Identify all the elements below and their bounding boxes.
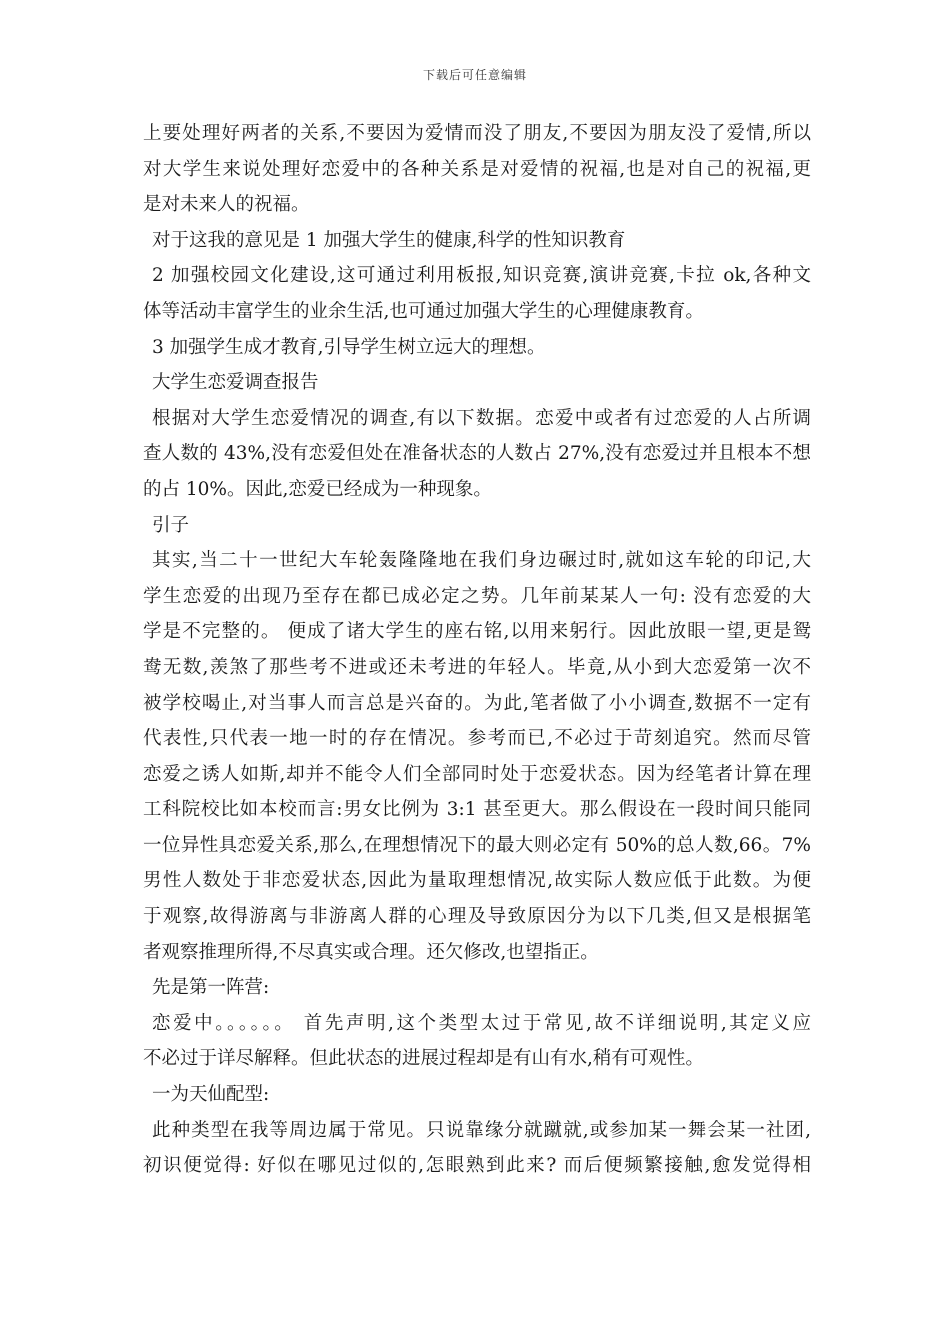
text-line: 鸯无数,羡煞了那些考不进或还未考进的年轻人。毕竟,从小到大恋爱第一次不: [143, 656, 811, 678]
text-line: 此种类型在我等周边属于常见。只说靠缘分就蹴就,或参加某一舞会某一社团,: [152, 1119, 811, 1141]
text-line: 对大学生来说处理好恋爱中的各种关系是对爱情的祝福,也是对自己的祝福,更: [143, 158, 811, 180]
text-line: 恋爱中。。。。。。 首先声明,这个类型太过于常见,故不详细说明,其定义应: [152, 1012, 811, 1034]
text-line: 3 加强学生成才教育,引导学生树立远大的理想。: [152, 336, 546, 358]
text-line: 恋爱之诱人如斯,却并不能令人们全部同时处于恋爱状态。因为经笔者计算在理: [143, 763, 811, 785]
text-line: 根据对大学生恋爱情况的调查,有以下数据。恋爱中或者有过恋爱的人占所调: [152, 407, 811, 429]
text-line: 上要处理好两者的关系,不要因为爱情而没了朋友,不要因为朋友没了爱情,所以: [143, 123, 811, 144]
text-line: 一位异性具恋爱关系,那么,在理想情况下的最大则必定有 50%的总人数,66。7%: [143, 834, 811, 856]
text-line: 的占 10%。因此,恋爱已经成为一种现象。: [143, 478, 492, 500]
section-heading: 大学生恋爱调查报告: [152, 372, 319, 394]
document-body: [143, 116, 811, 1184]
text-line: 是对未来人的祝福。: [143, 194, 310, 216]
text-line: 学是不完整的。 便成了诸大学生的座右铭,以用来躬行。因此放眼一望,更是鸳: [143, 621, 811, 643]
text-line: 男性人数处于非恋爱状态,因此为量取理想情况,故实际人数应低于此数。为便: [143, 870, 811, 892]
text-line: 于观察,故得游离与非游离人群的心理及导致原因分为以下几类,但又是根据笔: [143, 906, 811, 928]
text-line: 其实,当二十一世纪大车轮轰隆隆地在我们身边碾过时,就如这车轮的印记,大: [152, 550, 811, 572]
text-line: 2 加强校园文化建设,这可通过利用板报,知识竞赛,演讲竞赛,卡拉 ok,各种文: [152, 265, 811, 287]
text-line: 对于这我的意见是 1 加强大学生的健康,科学的性知识教育: [152, 229, 626, 251]
section-heading: 一为天仙配型:: [152, 1084, 270, 1106]
text-line: 查人数的 43%,没有恋爱但处在准备状态的人数占 27%,没有恋爱过并且根本不想: [143, 443, 811, 465]
section-heading: 先是第一阵营:: [152, 977, 270, 999]
text-line: 体等活动丰富学生的业余生活,也可通过加强大学生的心理健康教育。: [143, 300, 704, 322]
text-line: 不必过于详尽解释。但此状态的进展过程却是有山有水,稍有可观性。: [143, 1048, 704, 1070]
text-line: 被学校喝止,对当事人而言总是兴奋的。为此,笔者做了小小调查,数据不一定有: [143, 692, 811, 714]
text-line: 者观察推理所得,不尽真实或合理。还欠修改,也望指正。: [143, 941, 599, 963]
section-heading: 引子: [152, 514, 190, 536]
text-line: 初识便觉得: 好似在哪见过似的,怎眼熟到此来? 而后便频繁接触,愈发觉得相: [143, 1155, 811, 1177]
text-line: 代表性,只代表一地一时的存在情况。参考而已,不必过于苛刻追究。然而尽管: [143, 728, 811, 750]
page-header: 下载后可任意编辑: [422, 68, 527, 82]
text-line: 工科院校比如本校而言:男女比例为 3:1 甚至更大。那么假设在一段时间只能同: [143, 799, 811, 821]
text-line: 学生恋爱的出现乃至存在都已成必定之势。几年前某某人一句: 没有恋爱的大: [143, 585, 811, 607]
